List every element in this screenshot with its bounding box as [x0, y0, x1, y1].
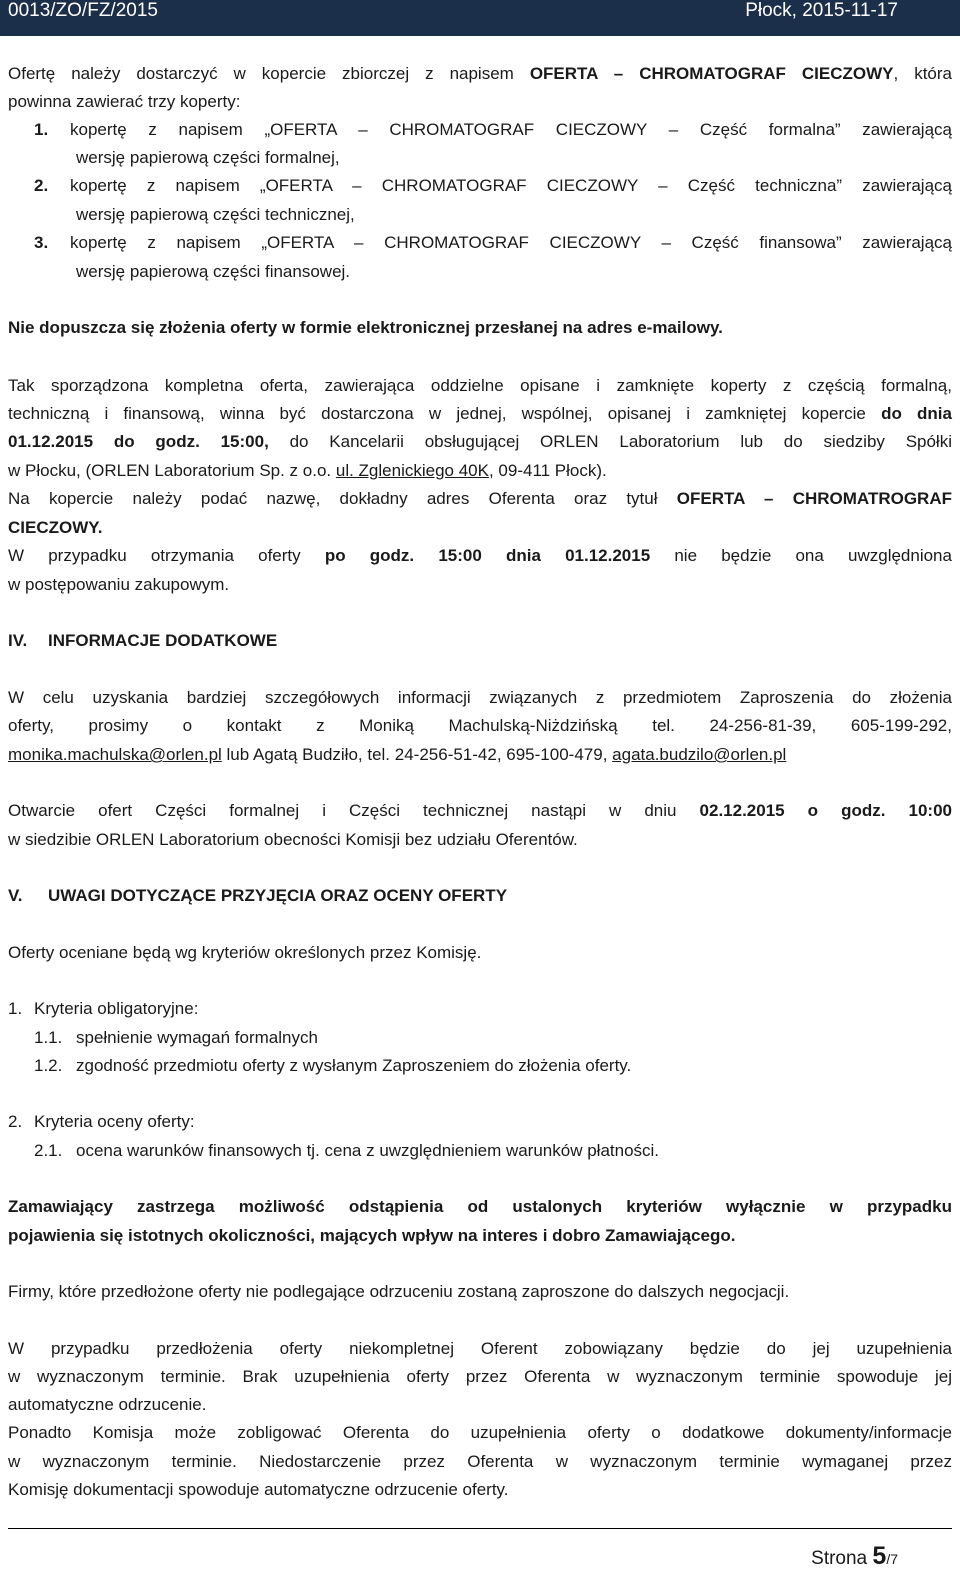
p5-line: Oferty oceniane będą wg kryteriów określonych przez Komisję.: [8, 943, 482, 962]
p8-line-5: w wyznaczonym terminie. Niedostarczenie przez Oferenta w wyznaczonym terminie wymaganej przez: [8, 1452, 952, 1471]
page-footer: [811, 1542, 898, 1571]
intro-line-1: Ofertę należy dostarczyć w kopercie zbiorczej z napisem OFERTA – CHROMATOGRAF CIECZOWY, która: [8, 64, 952, 83]
p3-line-2: oferty, prosimy o kontakt z Moniką Machulską-Niżdzińską tel. 24-256-81-39, 605-199-292,: [8, 716, 952, 735]
p2-line-1: Tak sporządzona kompletna oferta, zawierająca oddzielne opisane i zamknięte koperty z częścią formalną,: [8, 376, 952, 395]
list-item-1-cont: wersję papierową części formalnej,: [76, 148, 340, 167]
document-reference: 0013/ZO/FZ/2015: [8, 0, 158, 21]
page-number: 5: [872, 1542, 887, 1570]
criteria-2: 2. Kryteria oceny oferty:: [8, 1112, 195, 1131]
p8-line-4: Ponadto Komisja może zobligować Oferenta do uzupełnienia oferty o dodatkowe dokumenty/informacje: [8, 1423, 952, 1442]
section-4-heading: IV. INFORMACJE DODATKOWE: [8, 631, 278, 650]
email-link-budzilo[interactable]: agata.budzilo@orlen.pl: [612, 745, 787, 764]
p2-line-2: techniczną i finansową, winna być dostarczona w jednej, wspólnej, opisanej i zamkniętej kopercie do dnia: [8, 404, 952, 423]
page-label: Strona: [811, 1548, 868, 1569]
p8-line-2: w wyznaczonym terminie. Brak uzupełnienia oferty przez Oferenta w wyznaczonym terminie spowoduje jej: [8, 1367, 952, 1386]
no-email-notice: Nie dopuszcza się złożenia oferty w formie elektronicznej przesłanej na adres e-mailowy.: [8, 318, 723, 337]
p8-line-6: Komisję dokumentacji spowoduje automatyczne odrzucenie oferty.: [8, 1480, 509, 1499]
place-date: Płock, 2015-11-17: [745, 0, 898, 21]
p4-line-1: Otwarcie ofert Części formalnej i Części technicznej nastąpi w dniu 02.12.2015 o godz. 10:00: [8, 801, 952, 820]
list-item-1: 1. kopertę z napisem „OFERTA – CHROMATOGRAF CIECZOWY – Część formalna” zawierającą: [34, 120, 952, 139]
p3-line-1: W celu uzyskania bardziej szczegółowych informacji związanych z przedmiotem Zaproszenia do złożenia: [8, 688, 952, 707]
criteria-2-1: 2.1. ocena warunków finansowych tj. cena z uwzględnieniem warunków płatności.: [34, 1141, 660, 1160]
p2-line-3: 01.12.2015 do godz. 15:00, do Kancelarii obsługującej ORLEN Laboratorium lub do siedziby Spółki: [8, 432, 952, 451]
intro-line-2: powinna zawierać trzy koperty:: [8, 92, 241, 111]
page-total: /7: [886, 1551, 898, 1567]
list-item-3: 3. kopertę z napisem „OFERTA – CHROMATOGRAF CIECZOWY – Część finansowa” zawierającą: [34, 233, 952, 252]
p2-line-4: w Płocku, (ORLEN Laboratorium Sp. z o.o. ul. Zglenickiego 40K, 09-411 Płock).: [8, 461, 607, 480]
footer-divider: [8, 1528, 952, 1529]
section-5-heading: V. UWAGI DOTYCZĄCE PRZYJĘCIA ORAZ OCENY OFERTY: [8, 886, 508, 905]
page-header: [0, 0, 960, 36]
p2-line-5: Na kopercie należy podać nazwę, dokładny adres Oferenta oraz tytuł OFERTA – CHROMATROGRAF: [8, 489, 952, 508]
email-link-machulska[interactable]: monika.machulska@orlen.pl: [8, 745, 222, 764]
criteria-1-1: 1.1. spełnienie wymagań formalnych: [34, 1028, 318, 1047]
p3-line-3: monika.machulska@orlen.pl lub Agatą Budziło, tel. 24-256-51-42, 695-100-479, agata.budzilo@orlen.pl: [8, 745, 787, 764]
p7-line: Firmy, które przedłożone oferty nie podlegające odrzuceniu zostaną zaproszone do dalszych negocjacji.: [8, 1282, 790, 1301]
p2-line-8: w postępowaniu zakupowym.: [8, 575, 230, 594]
list-item-2: 2. kopertę z napisem „OFERTA – CHROMATOGRAF CIECZOWY – Część techniczna” zawierającą: [34, 176, 952, 195]
criteria-1-2: 1.2. zgodność przedmiotu oferty z wysłanym Zaproszeniem do złożenia oferty.: [34, 1056, 632, 1075]
list-item-3-cont: wersję papierową części finansowej.: [76, 262, 351, 281]
p8-line-1: W przypadku przedłożenia oferty niekompletnej Oferent zobowiązany będzie do jej uzupełnienia: [8, 1339, 952, 1358]
p2-line-6: CIECZOWY.: [8, 518, 103, 537]
p8-line-3: automatyczne odrzucenie.: [8, 1395, 207, 1414]
criteria-1: 1. Kryteria obligatoryjne:: [8, 999, 199, 1018]
p2-line-7: W przypadku otrzymania oferty po godz. 15:00 dnia 01.12.2015 nie będzie ona uwzględniona: [8, 546, 952, 565]
list-item-2-cont: wersję papierową części technicznej,: [76, 205, 355, 224]
p6-line-2: pojawienia się istotnych okoliczności, mających wpływ na interes i dobro Zamawiającego.: [8, 1226, 736, 1245]
p4-line-2: w siedzibie ORLEN Laboratorium obecności Komisji bez udziału Oferentów.: [8, 830, 578, 849]
p6-line-1: Zamawiający zastrzega możliwość odstąpienia od ustalonych kryteriów wyłącznie w przypadku: [8, 1197, 952, 1216]
